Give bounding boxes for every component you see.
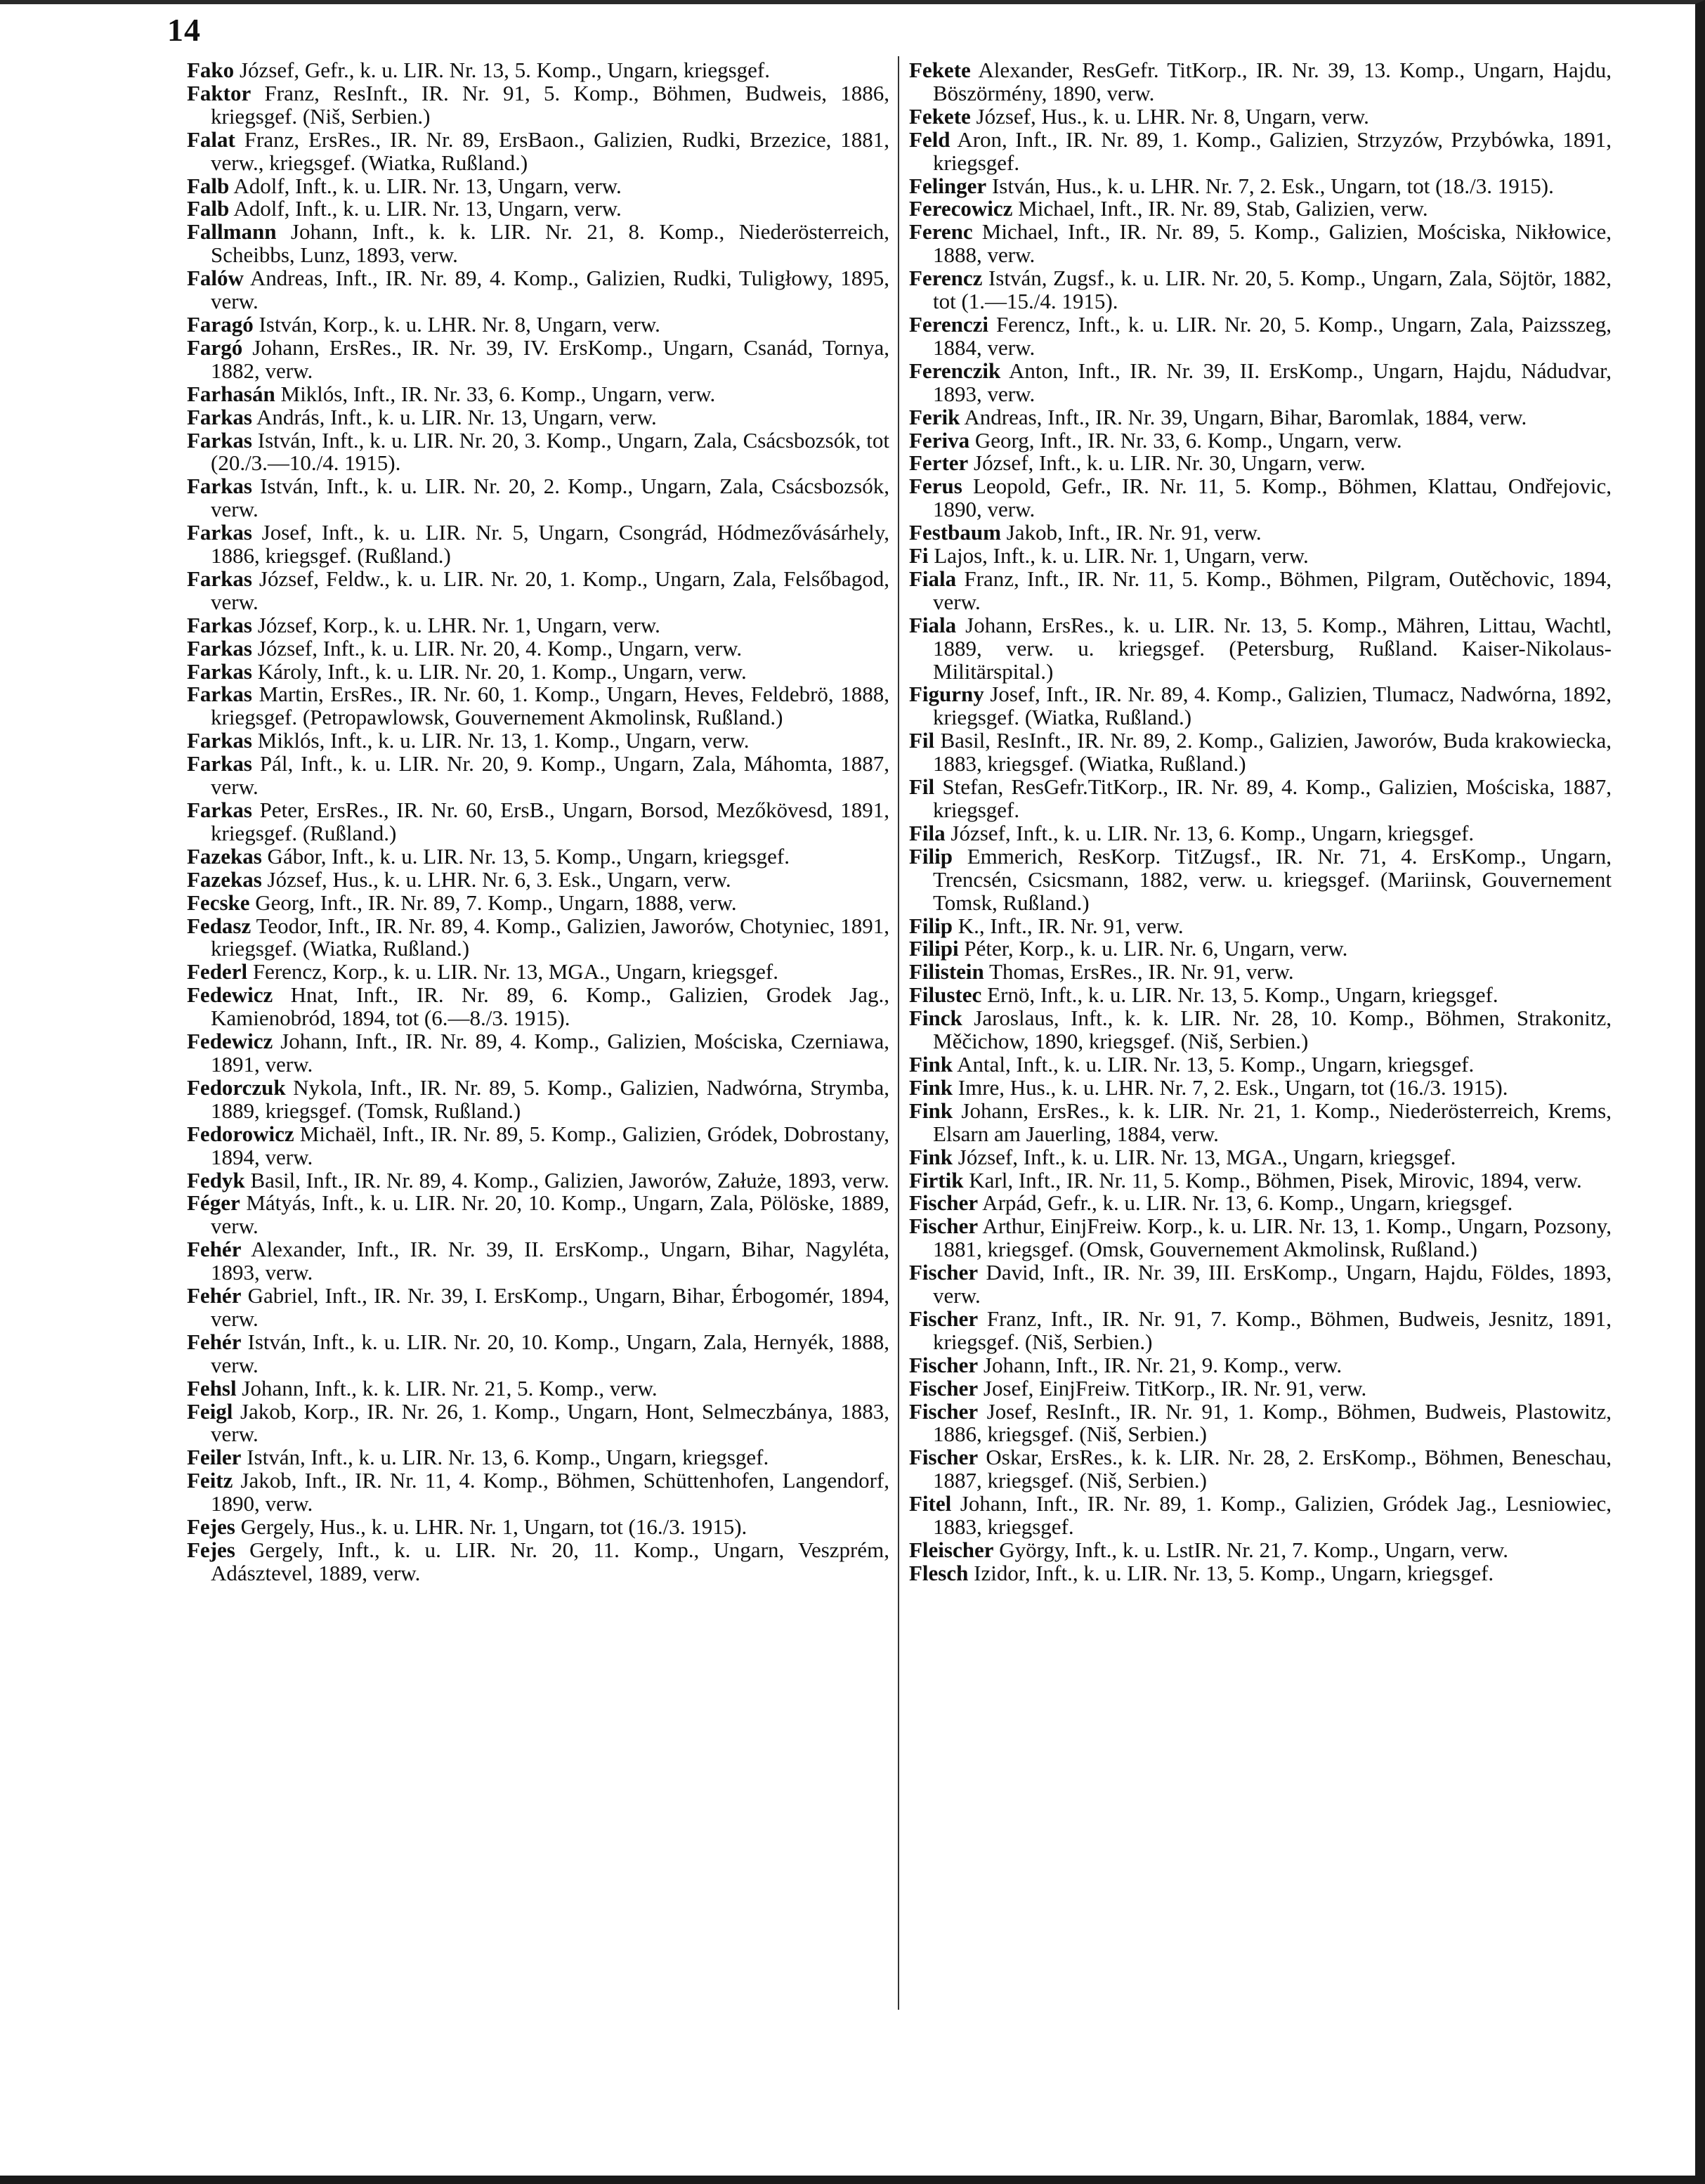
entry-surname: Falat xyxy=(187,126,235,152)
entry-surname: Fedewicz xyxy=(187,982,273,1008)
entry-details: Gábor, Inft., k. u. LIR. Nr. 13, 5. Komp., Ungarn, kriegsgef. xyxy=(261,843,790,869)
entry-details: Franz, ErsRes., IR. Nr. 89, ErsBaon., Galizien, Rudki, Brzezice, 1881, verw., kriegsgef. (Wiatka, Rußland.) xyxy=(211,126,889,175)
list-entry xyxy=(187,568,889,614)
list-entry xyxy=(909,126,1612,175)
list-entry xyxy=(909,1053,1612,1077)
entry-surname: Fehér xyxy=(187,1237,242,1262)
list-entry xyxy=(909,452,1612,475)
entry-surname: Fazekas xyxy=(187,866,262,892)
list-entry xyxy=(187,1446,889,1469)
list-entry xyxy=(909,1562,1612,1585)
list-entry xyxy=(909,961,1612,984)
entry-surname: Fazekas xyxy=(187,843,262,869)
entry-details: József, Hus., k. u. LHR. Nr. 6, 3. Esk., Ungarn, verw. xyxy=(261,866,731,892)
entry-details: Michaël, Inft., IR. Nr. 89, 5. Komp., Galizien, Gródek, Dobrostany, 1894, verw. xyxy=(211,1121,889,1169)
list-entry xyxy=(909,197,1612,221)
entry-details: József, Gefr., k. u. LIR. Nr. 13, 5. Komp., Ungarn, kriegsgef. xyxy=(234,58,770,82)
entry-details: István, Hus., k. u. LHR. Nr. 7, 2. Esk., Ungarn, tot (18./3. 1915). xyxy=(986,173,1554,198)
entry-surname: Farhasán xyxy=(187,381,275,406)
list-entry xyxy=(187,334,889,383)
entry-surname: Fischer xyxy=(909,1306,979,1331)
entry-details: Imre, Hus., k. u. LHR. Nr. 7, 2. Esk., Ungarn, tot (16./3. 1915). xyxy=(953,1074,1508,1100)
entry-surname: Ferencz xyxy=(909,266,983,291)
entry-surname: Fiala xyxy=(909,566,957,591)
entry-surname: Feriva xyxy=(909,427,970,453)
entry-details: Alexander, ResGefr. TitKorp., IR. Nr. 39, 13. Komp., Ungarn, Hajdu, Böszörmény, 1890, verw. xyxy=(933,58,1612,105)
entry-details: Anton, Inft., IR. Nr. 39, II. ErsKomp., Ungarn, Hajdu, Nádudvar, 1893, verw. xyxy=(933,358,1612,406)
list-entry xyxy=(909,915,1612,938)
entry-surname: Fink xyxy=(909,1098,953,1123)
entry-surname: Flesch xyxy=(909,1560,969,1585)
list-entry xyxy=(909,1261,1612,1308)
entry-details: Johann, Inft., IR. Nr. 89, 4. Komp., Galizien, Mościska, Czerniawa, 1891, verw. xyxy=(211,1029,889,1077)
entry-surname: Faktor xyxy=(187,80,251,105)
entry-surname: Firtik xyxy=(909,1167,964,1192)
entry-details: Emmerich, ResKorp. TitZugsf., IR. Nr. 71, 4. ErsKomp., Ungarn, Trencsén, Csicsmann, 1882, verw. u. kriegsgef. (Mariinsk, Gouvernement Tomsk, Rußland.) xyxy=(933,843,1612,915)
entry-surname: Fitel xyxy=(909,1491,952,1516)
entry-details: K., Inft., IR. Nr. 91, verw. xyxy=(953,913,1184,938)
entry-surname: Falb xyxy=(187,196,230,221)
list-entry xyxy=(909,59,1612,105)
entry-surname: Fink xyxy=(909,1074,953,1100)
entry-surname: Ferenczi xyxy=(909,311,989,337)
list-entry xyxy=(909,1400,1612,1447)
entry-details: Nykola, Inft., IR. Nr. 89, 5. Komp., Galizien, Nadwórna, Strymba, 1889, kriegsgef. (Tomsk, Rußland.) xyxy=(211,1074,889,1123)
entry-details: István, Zugsf., k. u. LIR. Nr. 20, 5. Komp., Ungarn, Zala, Söjtör, 1882, tot (1.—15./4. 1915). xyxy=(933,266,1612,314)
entry-details: Franz, ResInft., IR. Nr. 91, 5. Komp., Böhmen, Budweis, 1886, kriegsgef. (Niš, Serbien.) xyxy=(211,80,889,129)
entry-details: Ferencz, Korp., k. u. LIR. Nr. 13, MGA., Ungarn, kriegsgef. xyxy=(247,959,778,984)
entry-surname: Fehsl xyxy=(187,1375,237,1400)
list-entry xyxy=(187,475,889,521)
list-entry xyxy=(909,822,1612,845)
entry-details: Franz, Inft., IR. Nr. 91, 7. Komp., Böhmen, Budweis, Jesnitz, 1891, kriegsgef. (Niš, Serbien.) xyxy=(933,1306,1612,1354)
list-entry xyxy=(187,915,889,961)
entry-details: Jaroslaus, Inft., k. k. LIR. Nr. 28, 10. Komp., Böhmen, Strakonitz, Měčichow, 1890, kriegsgef. (Niš, Serbien.) xyxy=(933,1006,1612,1054)
entry-details: Georg, Inft., IR. Nr. 89, 7. Komp., Ungarn, 1888, verw. xyxy=(249,890,737,915)
entry-surname: Fejes xyxy=(187,1514,235,1540)
list-entry xyxy=(909,360,1612,406)
entry-details: Izidor, Inft., k. u. LIR. Nr. 13, 5. Komp., Ungarn, kriegsgef. xyxy=(968,1560,1494,1585)
list-entry xyxy=(909,1354,1612,1377)
entry-surname: Ferenc xyxy=(909,219,973,245)
entry-details: Andreas, Inft., IR. Nr. 89, 4. Komp., Galizien, Rudki, Tuligłowy, 1895, verw. xyxy=(211,266,889,314)
entry-details: Johann, Inft., IR. Nr. 89, 1. Komp., Galizien, Gródek Jag., Lesniowiec, 1883, kriegsgef. xyxy=(933,1491,1612,1540)
entry-surname: Filip xyxy=(909,913,953,938)
entry-details: Arpád, Gefr., k. u. LIR. Nr. 13, 6. Komp., Ungarn, kriegsgef. xyxy=(978,1190,1513,1216)
entry-details: István, Korp., k. u. LHR. Nr. 8, Ungarn, verw. xyxy=(253,311,660,337)
entry-surname: Felinger xyxy=(909,173,987,198)
entry-surname: Faragó xyxy=(187,311,254,337)
entry-surname: Fedewicz xyxy=(187,1029,273,1054)
entry-details: Ernö, Inft., k. u. LIR. Nr. 13, 5. Komp., Ungarn, kriegsgef. xyxy=(981,982,1498,1008)
entry-details: Leopold, Gefr., IR. Nr. 11, 5. Komp., Böhmen, Klattau, Ondřejovic, 1890, verw. xyxy=(933,474,1612,522)
list-entry xyxy=(909,105,1612,129)
column-divider xyxy=(898,56,899,2010)
entry-surname: Ferter xyxy=(909,450,969,476)
entry-surname: Fischer xyxy=(909,1260,979,1285)
entry-surname: Fejes xyxy=(187,1538,235,1562)
entry-surname: Finck xyxy=(909,1006,962,1031)
list-entry xyxy=(187,1192,889,1238)
entry-details: Josef, Inft., k. u. LIR. Nr. 5, Ungarn, Csongrád, Hódmezővásárhely, 1886, kriegsgef. (Rußland.) xyxy=(211,520,889,568)
entry-details: Hnat, Inft., IR. Nr. 89, 6. Komp., Galizien, Grodek Jag., Kamienobród, 1894, tot (6.—8./3. 1915). xyxy=(211,982,889,1031)
right-column xyxy=(909,59,1612,1585)
entry-surname: Ferus xyxy=(909,474,962,499)
entry-details: Martin, ErsRes., IR. Nr. 60, 1. Komp., Ungarn, Heves, Feldebrö, 1888, kriegsgef. (Petropawlowsk, Gouvernement Akmolinsk, Rußland.) xyxy=(211,682,889,730)
entry-surname: Farkas xyxy=(187,612,252,637)
entry-surname: Farkas xyxy=(187,566,252,591)
entry-surname: Filipi xyxy=(909,936,959,961)
entry-surname: Fedorowicz xyxy=(187,1121,294,1146)
list-entry xyxy=(909,1169,1612,1192)
entry-surname: Fischer xyxy=(909,1214,979,1239)
entry-details: Johann, ErsRes., IR. Nr. 39, IV. ErsKomp., Ungarn, Csanád, Tornya, 1882, verw. xyxy=(211,334,889,383)
list-entry xyxy=(187,521,889,568)
entry-surname: Féger xyxy=(187,1190,240,1216)
entry-details: Thomas, ErsRes., IR. Nr. 91, verw. xyxy=(984,959,1294,984)
list-entry xyxy=(909,1493,1612,1539)
list-entry xyxy=(909,1446,1612,1493)
entry-details: Josef, ResInft., IR. Nr. 91, 1. Komp., Böhmen, Budweis, Plastowitz, 1886, kriegsgef. (Niš, Serbien.) xyxy=(933,1398,1612,1447)
entry-surname: Farkas xyxy=(187,635,252,661)
entry-surname: Feld xyxy=(909,126,951,152)
list-entry xyxy=(909,614,1612,684)
list-entry xyxy=(187,866,889,892)
entry-details: Mátyás, Inft., k. u. LIR. Nr. 20, 10. Komp., Ungarn, Zala, Pölöske, 1889, verw. xyxy=(211,1190,889,1239)
entry-surname: Filustec xyxy=(909,982,982,1008)
entry-details: István, Inft., k. u. LIR. Nr. 13, 6. Komp., Ungarn, kriegsgef. xyxy=(241,1445,769,1470)
entry-surname: Filip xyxy=(909,843,953,869)
entry-details: Oskar, ErsRes., k. k. LIR. Nr. 28, 2. ErsKomp., Böhmen, Beneschau, 1887, kriegsgef. (Niš, Serbien.) xyxy=(933,1445,1612,1493)
entry-details: Teodor, Inft., IR. Nr. 89, 4. Komp., Galizien, Jaworów, Chotyniec, 1891, kriegsgef. (Wiatka, Rußland.) xyxy=(211,913,889,961)
list-entry xyxy=(187,82,889,129)
entry-details: Alexander, Inft., IR. Nr. 39, II. ErsKomp., Ungarn, Bihar, Nagyléta, 1893, verw. xyxy=(211,1237,889,1285)
list-entry xyxy=(187,961,889,984)
entry-surname: Fink xyxy=(909,1144,953,1169)
entry-surname: Farkas xyxy=(187,658,252,684)
entry-surname: Fedasz xyxy=(187,913,251,938)
entry-details: Andreas, Inft., IR. Nr. 39, Ungarn, Bihar, Baromlak, 1884, verw. xyxy=(960,404,1527,429)
entry-surname: Falb xyxy=(187,173,230,198)
entry-details: Georg, Inft., IR. Nr. 33, 6. Komp., Ungarn, verw. xyxy=(969,427,1402,453)
entry-details: Josef, EinjFreiw. TitKorp., IR. Nr. 91, verw. xyxy=(978,1375,1367,1400)
entry-details: Károly, Inft., k. u. LIR. Nr. 20, 1. Komp., Ungarn, verw. xyxy=(252,658,747,684)
entry-details: Antal, Inft., k. u. LIR. Nr. 13, 5. Komp., Ungarn, kriegsgef. xyxy=(953,1051,1475,1077)
entry-surname: Fehér xyxy=(187,1329,242,1354)
entry-details: Johann, ErsRes., k. k. LIR. Nr. 21, 1. Komp., Niederösterreich, Krems, Elsarn am Jauerling, 1884, verw. xyxy=(933,1098,1612,1146)
entry-surname: Farkas xyxy=(187,751,252,776)
entry-details: István, Inft., k. u. LIR. Nr. 20, 2. Komp., Ungarn, Zala, Csácsbozsók, verw. xyxy=(211,474,889,522)
list-entry xyxy=(909,475,1612,521)
list-entry xyxy=(909,1007,1612,1053)
list-entry xyxy=(187,729,889,753)
entry-details: József, Inft., k. u. LIR. Nr. 13, 6. Komp., Ungarn, kriegsgef. xyxy=(945,820,1475,845)
list-entry xyxy=(187,799,889,845)
list-entry xyxy=(909,984,1612,1007)
list-entry xyxy=(187,637,889,661)
entry-details: Adolf, Inft., k. u. LIR. Nr. 13, Ungarn, verw. xyxy=(229,173,622,198)
list-entry xyxy=(909,568,1612,614)
entry-details: István, Inft., k. u. LIR. Nr. 20, 3. Komp., Ungarn, Zala, Csácsbozsók, tot (20./3.—10./4. 1915). xyxy=(211,427,889,476)
list-entry xyxy=(187,892,889,915)
entry-details: Gergely, Hus., k. u. LHR. Nr. 1, Ungarn, tot (16./3. 1915). xyxy=(235,1514,747,1540)
entry-details: József, Feldw., k. u. LIR. Nr. 20, 1. Komp., Ungarn, Zala, Felsőbagod, verw. xyxy=(211,566,889,614)
entry-details: Peter, ErsRes., IR. Nr. 60, ErsB., Ungarn, Borsod, Mezőkövesd, 1891, kriegsgef. (Rußland.) xyxy=(211,798,889,845)
list-entry xyxy=(909,729,1612,776)
entry-details: Arthur, EinjFreiw. Korp., k. u. LIR. Nr. 13, 1. Komp., Ungarn, Pozsony, 1881, kriegsgef. (Omsk, Gouvernement Akmolinsk, Rußland.) xyxy=(933,1214,1612,1262)
list-entry xyxy=(909,429,1612,453)
entry-surname: Fiala xyxy=(909,612,957,637)
list-entry xyxy=(909,406,1612,429)
entry-surname: Farkas xyxy=(187,520,252,545)
entry-details: József, Hus., k. u. LHR. Nr. 8, Ungarn, verw. xyxy=(970,103,1369,129)
entry-surname: Fekete xyxy=(909,103,971,129)
entry-details: Basil, Inft., IR. Nr. 89, 4. Komp., Galizien, Jaworów, Załuże, 1893, verw. xyxy=(244,1167,889,1192)
list-entry xyxy=(187,175,889,198)
entry-details: József, Korp., k. u. LHR. Nr. 1, Ungarn, verw. xyxy=(252,612,660,637)
entry-details: Ferencz, Inft., k. u. LIR. Nr. 20, 5. Komp., Ungarn, Zala, Paizsszeg, 1884, verw. xyxy=(933,311,1612,360)
entry-surname: Fedyk xyxy=(187,1167,245,1192)
list-entry xyxy=(187,1074,889,1123)
entry-surname: Falów xyxy=(187,266,244,291)
entry-surname: Fischer xyxy=(909,1352,979,1377)
list-entry xyxy=(187,1331,889,1377)
entry-details: György, Inft., k. u. LstIR. Nr. 21, 7. Komp., Ungarn, verw. xyxy=(993,1538,1508,1562)
entry-details: Pál, Inft., k. u. LIR. Nr. 20, 9. Komp., Ungarn, Zala, Máhomta, 1887, verw. xyxy=(211,751,889,800)
entry-surname: Fi xyxy=(909,543,929,568)
list-entry xyxy=(909,1146,1612,1169)
entry-details: Franz, Inft., IR. Nr. 11, 5. Komp., Böhmen, Pilgram, Outěchovic, 1894, verw. xyxy=(933,566,1612,614)
entry-surname: Farkas xyxy=(187,682,252,707)
list-entry xyxy=(187,197,889,221)
entry-surname: Fekete xyxy=(909,58,971,82)
entry-surname: Farkas xyxy=(187,474,252,499)
list-entry xyxy=(187,1377,889,1400)
entry-details: József, Inft., k. u. LIR. Nr. 20, 4. Komp., Ungarn, verw. xyxy=(252,635,743,661)
entry-details: András, Inft., k. u. LIR. Nr. 13, Ungarn, verw. xyxy=(252,404,657,429)
entry-surname: Fallmann xyxy=(187,219,277,245)
entry-surname: Festbaum xyxy=(909,520,1001,545)
list-entry xyxy=(187,1238,889,1285)
list-entry xyxy=(909,521,1612,545)
entry-surname: Fil xyxy=(909,774,935,800)
list-entry xyxy=(187,383,889,406)
entry-surname: Feitz xyxy=(187,1468,233,1493)
list-entry xyxy=(187,126,889,175)
list-entry xyxy=(909,545,1612,568)
entry-surname: Ferenczik xyxy=(909,358,1001,383)
list-entry xyxy=(909,1377,1612,1400)
entry-details: Aron, Inft., IR. Nr. 89, 1. Komp., Galizien, Strzyzów, Przybówka, 1891, kriegsgef. xyxy=(933,126,1612,175)
entry-surname: Fehér xyxy=(187,1283,242,1308)
list-entry xyxy=(187,1539,889,1585)
page-number: 14 xyxy=(167,12,201,48)
entry-surname: Feigl xyxy=(187,1398,233,1424)
entry-details: Adolf, Inft., k. u. LIR. Nr. 13, Ungarn, verw. xyxy=(229,196,622,221)
entry-surname: Filistein xyxy=(909,959,984,984)
entry-details: Michael, Inft., IR. Nr. 89, 5. Komp., Galizien, Mościska, Nikłowice, 1888, verw. xyxy=(933,219,1612,268)
entry-surname: Farkas xyxy=(187,728,252,753)
entry-details: Johann, ErsRes., k. u. LIR. Nr. 13, 5. Komp., Mähren, Littau, Wachtl, 1889, verw. u. kriegsgef. (Petersburg, Rußland. Kaiser-Nikolaus-Militärspital.) xyxy=(933,612,1612,684)
list-entry xyxy=(909,1215,1612,1261)
list-entry xyxy=(909,1308,1612,1354)
entry-details: Gabriel, Inft., IR. Nr. 39, I. ErsKomp., Ungarn, Bihar, Érbogomér, 1894, verw. xyxy=(211,1283,889,1331)
entry-surname: Figurny xyxy=(909,682,984,707)
entry-surname: Fecske xyxy=(187,890,250,915)
entry-details: Josef, Inft., IR. Nr. 89, 4. Komp., Galizien, Tlumacz, Nadwórna, 1892, kriegsgef. (Wiatka, Rußland.) xyxy=(933,682,1612,730)
list-entry xyxy=(909,313,1612,360)
entry-surname: Ferik xyxy=(909,404,960,429)
entry-details: Lajos, Inft., k. u. LIR. Nr. 1, Ungarn, verw. xyxy=(928,543,1309,568)
list-entry xyxy=(909,1074,1612,1100)
entry-surname: Farkas xyxy=(187,404,252,429)
entry-details: Michael, Inft., IR. Nr. 89, Stab, Galizien, verw. xyxy=(1012,196,1428,221)
entry-surname: Farkas xyxy=(187,427,252,453)
entry-details: Basil, ResInft., IR. Nr. 89, 2. Komp., Galizien, Jaworów, Buda krakowiecka, 1883, kriegsgef. (Wiatka, Rußland.) xyxy=(933,728,1612,776)
entry-details: József, Inft., k. u. LIR. Nr. 30, Ungarn, verw. xyxy=(968,450,1366,476)
list-entry xyxy=(187,221,889,267)
entry-surname: Fischer xyxy=(909,1375,979,1400)
list-entry xyxy=(909,1539,1612,1562)
entry-surname: Fischer xyxy=(909,1190,979,1216)
list-entry xyxy=(909,1100,1612,1146)
entry-surname: Federl xyxy=(187,959,248,984)
list-entry xyxy=(187,1400,889,1447)
list-entry xyxy=(909,845,1612,915)
entry-details: Karl, Inft., IR. Nr. 11, 5. Komp., Böhmen, Pisek, Mirovic, 1894, verw. xyxy=(963,1167,1582,1192)
list-entry xyxy=(909,267,1612,313)
entry-details: József, Inft., k. u. LIR. Nr. 13, MGA., Ungarn, kriegsgef. xyxy=(953,1144,1456,1169)
list-entry xyxy=(909,1192,1612,1215)
list-entry xyxy=(187,1169,889,1192)
entry-details: Jakob, Inft., IR. Nr. 11, 4. Komp., Böhmen, Schüttenhofen, Langendorf, 1890, verw. xyxy=(211,1468,889,1516)
list-entry xyxy=(187,658,889,684)
entry-surname: Fedorczuk xyxy=(187,1074,286,1100)
entry-surname: Fischer xyxy=(909,1398,979,1424)
list-entry xyxy=(187,683,889,729)
list-entry xyxy=(909,776,1612,822)
entry-details: Péter, Korp., k. u. LIR. Nr. 6, Ungarn, verw. xyxy=(958,936,1348,961)
list-entry xyxy=(909,683,1612,729)
entry-surname: Feiler xyxy=(187,1445,242,1470)
entry-details: Johann, Inft., k. k. LIR. Nr. 21, 5. Komp., verw. xyxy=(236,1375,658,1400)
list-entry xyxy=(187,614,889,637)
entry-details: Miklós, Inft., k. u. LIR. Nr. 13, 1. Komp., Ungarn, verw. xyxy=(252,728,750,753)
entry-details: Stefan, ResGefr.TitKorp., IR. Nr. 89, 4. Komp., Galizien, Mościska, 1887, kriegsgef. xyxy=(933,774,1612,822)
list-entry xyxy=(187,1285,889,1331)
entry-details: David, Inft., IR. Nr. 39, III. ErsKomp., Ungarn, Hajdu, Földes, 1893, verw. xyxy=(933,1260,1612,1308)
list-entry xyxy=(187,1469,889,1516)
entry-surname: Fargó xyxy=(187,334,243,360)
list-entry xyxy=(187,1516,889,1539)
entry-surname: Fleischer xyxy=(909,1538,994,1562)
entry-details: Johann, Inft., IR. Nr. 21, 9. Komp., verw. xyxy=(978,1352,1343,1377)
list-entry xyxy=(187,313,889,337)
list-entry xyxy=(909,937,1612,961)
list-entry xyxy=(187,429,889,476)
entry-surname: Fila xyxy=(909,820,946,845)
entry-details: Miklós, Inft., IR. Nr. 33, 6. Komp., Ungarn, verw. xyxy=(275,381,716,406)
list-entry xyxy=(187,59,889,82)
entry-surname: Farkas xyxy=(187,798,252,822)
list-entry xyxy=(187,1123,889,1169)
entry-surname: Ferecowicz xyxy=(909,196,1013,221)
list-entry xyxy=(187,406,889,429)
entry-surname: Fink xyxy=(909,1051,953,1077)
entry-details: István, Inft., k. u. LIR. Nr. 20, 10. Komp., Ungarn, Zala, Hernyék, 1888, verw. xyxy=(211,1329,889,1377)
entry-details: Jakob, Korp., IR. Nr. 26, 1. Komp., Ungarn, Hont, Selmeczbánya, 1883, verw. xyxy=(211,1398,889,1447)
entry-details: Gergely, Inft., k. u. LIR. Nr. 20, 11. Komp., Ungarn, Veszprém, Adásztevel, 1889, verw. xyxy=(211,1538,889,1585)
entry-details: Jakob, Inft., IR. Nr. 91, verw. xyxy=(1000,520,1262,545)
list-entry xyxy=(187,1030,889,1077)
list-entry xyxy=(187,984,889,1030)
left-column xyxy=(187,59,889,1585)
entry-surname: Fil xyxy=(909,728,935,753)
list-entry xyxy=(187,753,889,799)
list-entry xyxy=(187,267,889,313)
entry-surname: Fischer xyxy=(909,1445,979,1470)
entry-details: Johann, Inft., k. k. LIR. Nr. 21, 8. Komp., Niederösterreich, Scheibbs, Lunz, 1893, verw. xyxy=(211,219,889,268)
list-entry xyxy=(187,845,889,869)
list-entry xyxy=(909,221,1612,267)
list-entry xyxy=(909,175,1612,198)
entry-surname: Fako xyxy=(187,58,235,82)
